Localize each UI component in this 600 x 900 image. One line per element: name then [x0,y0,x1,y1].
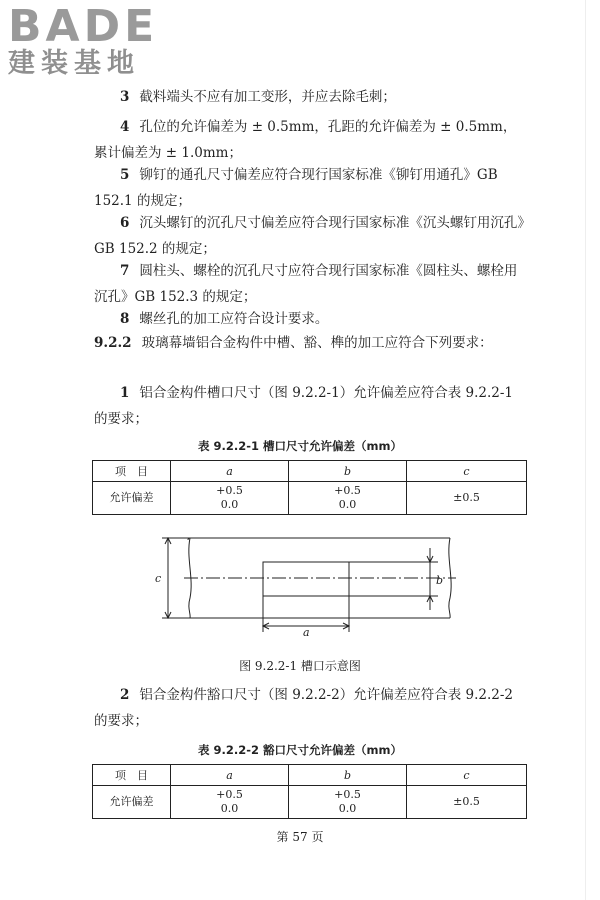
header-b: b [289,461,407,482]
item-text: 螺丝孔的加工应符合设计要求。 [139,311,329,327]
lower-value: 0.0 [220,802,239,815]
header-item: 项 目 [93,765,171,786]
table-caption: 表 9.2.2-1 槽口尺寸允许偏差（mm） [198,439,402,453]
tolerance-table [92,764,527,819]
list-item [94,258,526,310]
cell-a [171,482,289,515]
logo-text: BADE [8,1,159,52]
item-text: 截料端头不应有加工变形，并应去除毛刺； [139,89,396,105]
upper-value: +0.5 [334,788,361,801]
lower-value: 0.0 [220,498,239,511]
cell-b [289,786,407,819]
tolerance-table [92,460,527,515]
lower-value: 0.0 [338,802,357,815]
item-text: 铝合金构件槽口尺寸（图 9.2.2-1）允许偏差应符合表 9.2.2-1 的要求； [94,385,513,427]
item-number: 5 [120,167,130,183]
item-number: 2 [120,687,130,703]
item-text: 沉头螺钉的沉孔尺寸偏差应符合现行国家标准《沉头螺钉用沉孔》GB 152.2 的规定； [94,215,525,257]
label-b: b [436,574,444,587]
header-a: a [171,765,289,786]
header-a: a [171,461,289,482]
header-item: 项 目 [93,461,171,482]
clause-number: 9.2.2 [94,335,132,351]
list-item [94,380,526,432]
clause-text: 玻璃幕墙铝合金构件中槽、豁、榫的加工应符合下列要求： [141,335,493,351]
item-text: 孔位的允许偏差为 ± 0.5mm，孔距的允许偏差为 ± 0.5mm，累计偏差为 ± 1.0mm； [94,119,517,161]
list-item [94,210,526,262]
table-caption: 表 9.2.2-2 豁口尺寸允许偏差（mm） [198,743,402,757]
item-number: 6 [120,215,130,231]
header-c: c [407,765,527,786]
list-item [120,84,540,110]
clause [94,330,526,356]
label-a: a [303,626,310,639]
header-c: c [407,461,527,482]
row-label: 允许偏差 [93,482,171,515]
groove-diagram [150,528,460,640]
lower-value: 0.0 [338,498,357,511]
item-number: 1 [120,385,130,401]
list-item [94,682,526,734]
list-item [120,306,540,332]
bade-logo [8,1,159,80]
upper-value: +0.5 [216,788,243,801]
cell-a [171,786,289,819]
cell-c: ±0.5 [407,482,527,515]
item-text: 铝合金构件豁口尺寸（图 9.2.2-2）允许偏差应符合表 9.2.2-2 的要求； [94,687,513,729]
table-row [93,482,527,515]
cell-b [289,482,407,515]
item-text: 铆钉的通孔尺寸偏差应符合现行国家标准《铆钉用通孔》GB 152.1 的规定； [94,167,498,209]
item-number: 7 [120,263,130,279]
table-header-row [93,765,527,786]
logo-subtitle: 建装基地 [8,48,140,79]
header-b: b [289,765,407,786]
row-label: 允许偏差 [93,786,171,819]
list-item [94,114,526,166]
item-number: 8 [120,311,130,327]
page-number: 第 57 页 [276,830,324,844]
item-text: 圆柱头、螺栓的沉孔尺寸应符合现行国家标准《圆柱头、螺栓用沉孔》GB 152.3 的规定； [94,263,518,305]
label-c: c [155,572,162,585]
figure-caption: 图 9.2.2-1 槽口示意图 [239,659,361,673]
table-header-row [93,461,527,482]
groove-outline [263,562,349,596]
table-row [93,786,527,819]
upper-value: +0.5 [216,484,243,497]
item-number: 3 [120,89,130,105]
item-number: 4 [120,119,130,135]
cell-c: ±0.5 [407,786,527,819]
upper-value: +0.5 [334,484,361,497]
list-item [94,162,526,214]
